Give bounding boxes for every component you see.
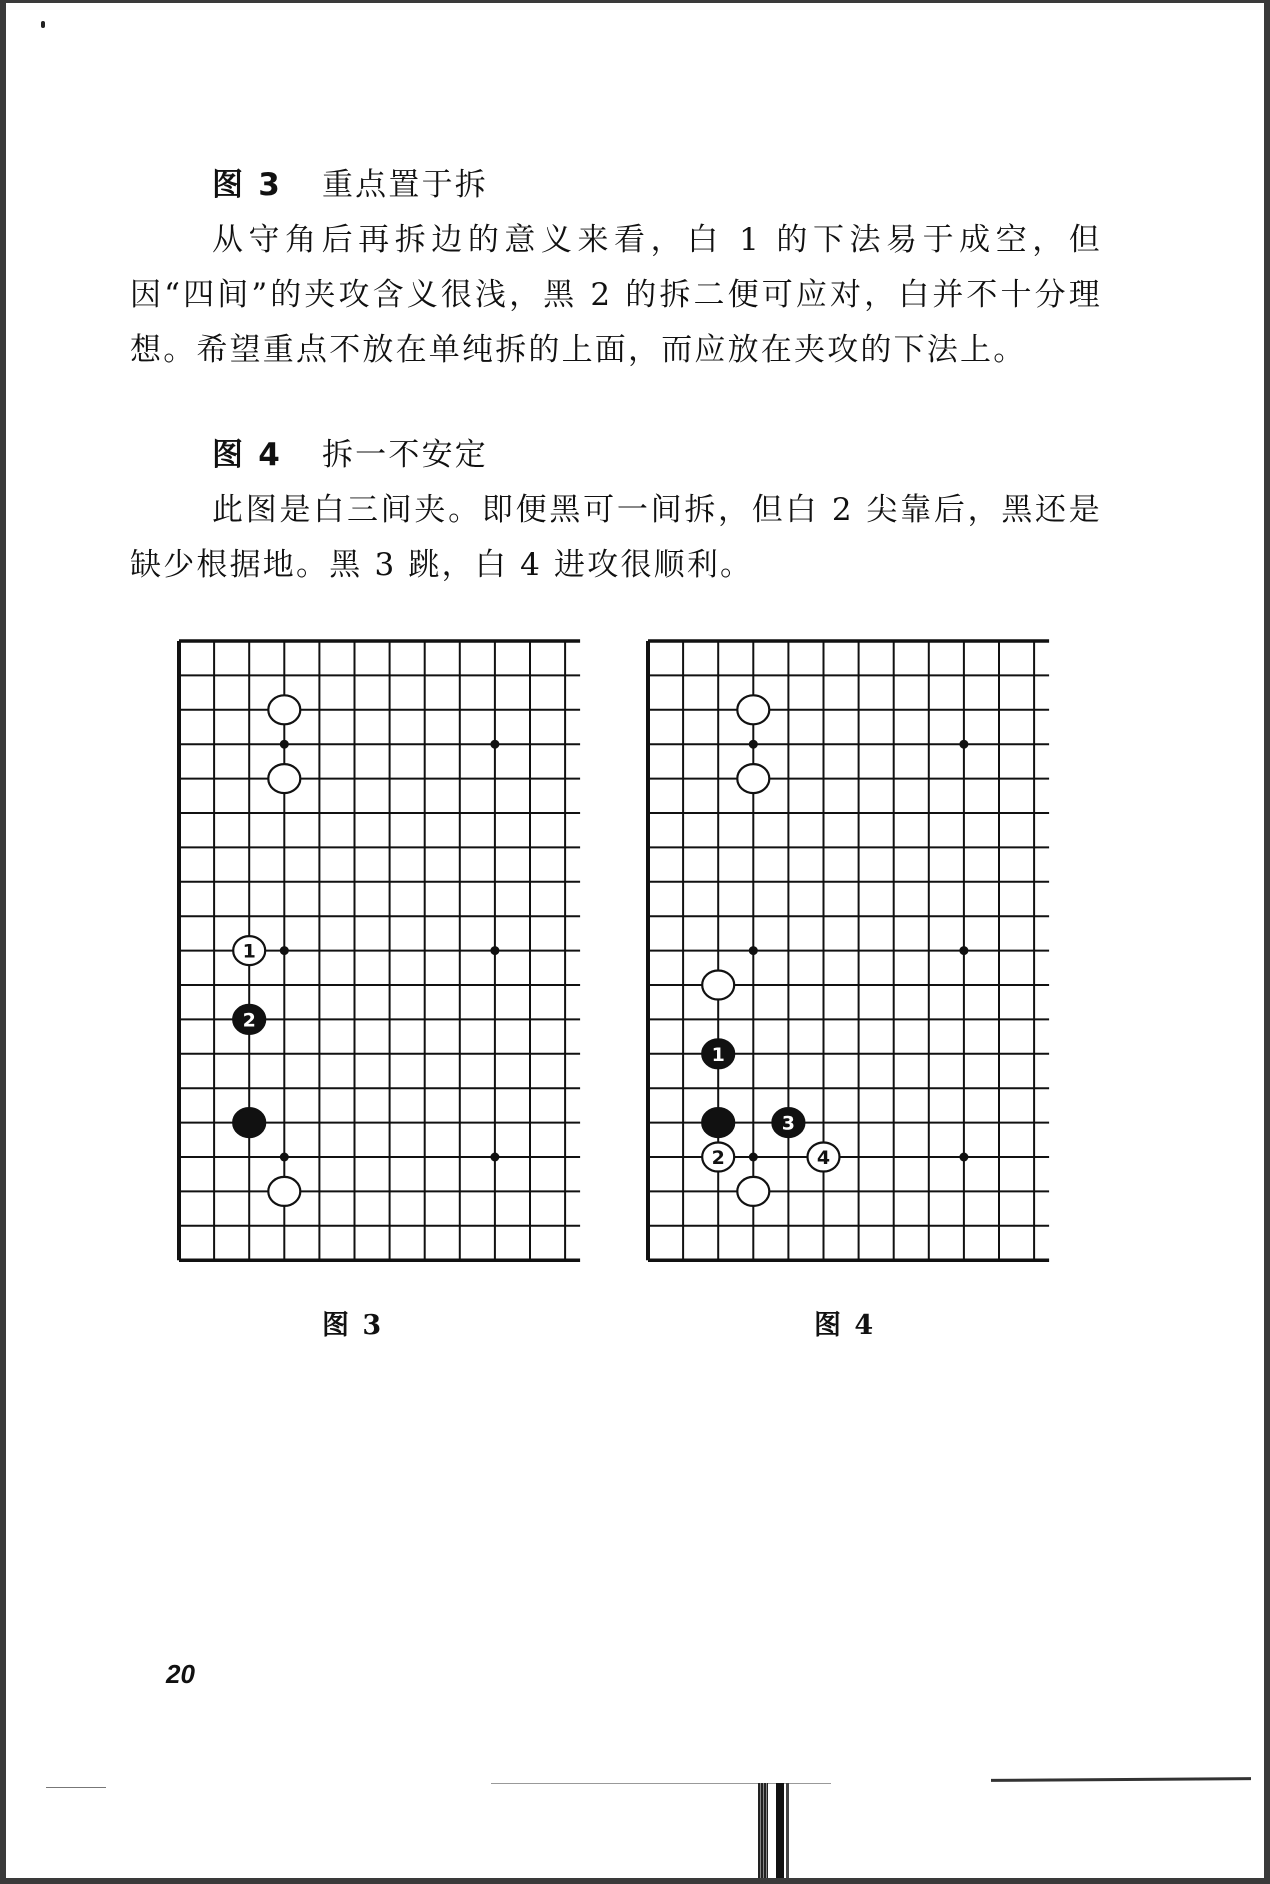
star-point-icon xyxy=(749,740,758,749)
svg-text:2: 2 xyxy=(711,1147,725,1169)
star-point-icon xyxy=(280,1153,289,1162)
figure-caption-3: 图 3 xyxy=(322,1310,384,1341)
section-title: 拆一不安定 xyxy=(321,437,488,473)
scan-artifact-binding-bar-1 xyxy=(758,1783,768,1878)
black-stone xyxy=(702,1108,734,1137)
star-point-icon xyxy=(959,740,968,749)
section-figure-4 xyxy=(130,428,1102,593)
black-stone-3 xyxy=(772,1108,804,1137)
figure-label: 图 3 xyxy=(212,167,282,203)
scan-artifact-binding-bar-2 xyxy=(776,1783,784,1878)
star-point-icon xyxy=(490,740,499,749)
scan-artifact-bottom-line-left xyxy=(46,1787,106,1788)
star-point-icon xyxy=(959,1153,968,1162)
white-stone xyxy=(737,695,769,724)
svg-text:2: 2 xyxy=(242,1009,256,1032)
star-point-icon xyxy=(280,740,289,749)
go-diagram-3 xyxy=(161,628,591,1278)
star-point-icon xyxy=(749,946,758,955)
section-body: 此图是白三间夹。即便黑可一间拆，但白 2 尖靠后，黑还是缺少根据地。黑 3 跳，白 4 进攻很顺利。 xyxy=(130,492,1102,583)
black-stone xyxy=(233,1108,265,1137)
white-stone xyxy=(702,971,734,1000)
white-stone xyxy=(268,1177,300,1206)
svg-text:1: 1 xyxy=(242,940,256,963)
figure-caption-4: 图 4 xyxy=(814,1310,876,1341)
svg-text:3: 3 xyxy=(781,1112,796,1135)
white-stone-2 xyxy=(702,1143,734,1172)
white-stone xyxy=(737,764,769,793)
scan-artifact-top-dot xyxy=(41,21,45,28)
scanned-page xyxy=(6,3,1264,1878)
figure-label: 图 4 xyxy=(212,437,282,473)
black-stone-1 xyxy=(702,1039,734,1068)
star-point-icon xyxy=(490,946,499,955)
star-point-icon xyxy=(280,946,289,955)
section-heading xyxy=(130,428,1102,483)
white-stone xyxy=(737,1177,769,1206)
star-point-icon xyxy=(959,946,968,955)
white-stone-1 xyxy=(233,936,265,965)
section-body: 从守角后再拆边的意义来看，白 1 的下法易于成空，但因“四间”的夹攻含义很浅，黑 2 的拆二便可应对，白并不十分理想。希望重点不放在单纯拆的上面，而应放在夹攻的下法上。 xyxy=(130,222,1102,368)
section-heading xyxy=(130,158,1102,213)
go-board-svg xyxy=(630,628,1060,1278)
svg-text:1: 1 xyxy=(711,1043,725,1066)
svg-text:4: 4 xyxy=(816,1147,831,1169)
scan-artifact-bottom-line-right xyxy=(991,1777,1251,1782)
white-stone-4 xyxy=(808,1143,840,1172)
white-stone xyxy=(268,695,300,724)
section-title: 重点置于拆 xyxy=(321,167,488,203)
go-board-svg xyxy=(161,628,591,1278)
white-stone xyxy=(268,764,300,793)
star-point-icon xyxy=(490,1153,499,1162)
star-point-icon xyxy=(749,1153,758,1162)
scan-artifact-binding-bar-3 xyxy=(786,1783,789,1878)
black-stone-2 xyxy=(233,1005,265,1034)
page-number: 20 xyxy=(166,1659,195,1689)
go-diagram-4 xyxy=(630,628,1060,1278)
section-figure-3 xyxy=(130,158,1102,378)
